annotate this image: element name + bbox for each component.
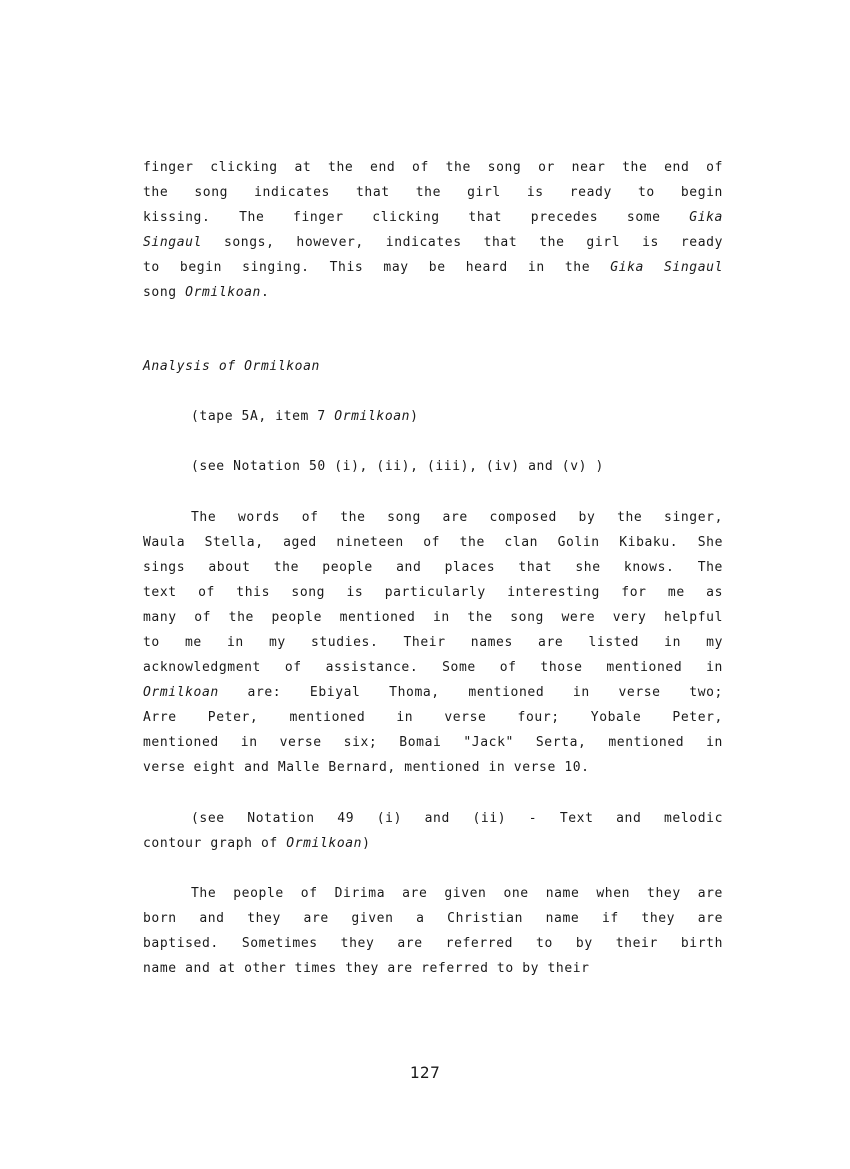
tape-reference: (tape 5A, item 7 Ormilkoan)	[191, 409, 419, 424]
italic-term: Gika	[689, 210, 723, 225]
paragraph-3-line: born and they are given a Christian name if they are	[143, 911, 723, 926]
italic-term: Ormilkoan	[286, 836, 363, 851]
italic-term: Singaul	[143, 235, 202, 250]
paragraph-2-line: The words of the song are composed by the singer,	[191, 510, 723, 525]
section-heading	[143, 358, 723, 376]
paragraph-1-line: song Ormilkoan.	[143, 285, 270, 300]
paragraph-2-line: Waula Stella, aged nineteen of the clan Golin Kibaku. She	[143, 535, 723, 550]
page-number: 127	[409, 1063, 441, 1082]
notation-50-reference: (see Notation 50 (i), (ii), (iii), (iv) and (v) )	[191, 459, 604, 474]
paragraph-2-line: acknowledgment of assistance. Some of those mentioned in	[143, 660, 723, 675]
paragraph-1-line: Singaul songs, however, indicates that the girl is ready	[143, 235, 723, 250]
paragraph-3-line: name and at other times they are referred to by their	[143, 961, 590, 976]
paragraph-1-line: finger clicking at the end of the song or near the end of	[143, 160, 723, 175]
paragraph-2-line: mentioned in verse six; Bomai "Jack" Serta, mentioned in	[143, 735, 723, 750]
paragraph-2-line: verse eight and Malle Bernard, mentioned in verse 10.	[143, 760, 590, 775]
paragraph-3-line: The people of Dirima are given one name when they are	[191, 886, 723, 901]
paragraph-3-line: baptised. Sometimes they are referred to by their birth	[143, 936, 723, 951]
paragraph-2-line: Arre Peter, mentioned in verse four; Yobale Peter,	[143, 710, 723, 725]
paragraph-2-line: many of the people mentioned in the song were very helpful	[143, 610, 723, 625]
paragraph-2-line: Ormilkoan are: Ebiyal Thoma, mentioned in verse two;	[143, 685, 723, 700]
italic-term: Gika Singaul	[610, 260, 723, 275]
notation-49-reference-line: (see Notation 49 (i) and (ii) - Text and melodic	[191, 811, 723, 826]
paragraph-1-line: the song indicates that the girl is ready to begin	[143, 185, 723, 200]
paragraph-2-line: to me in my studies. Their names are listed in my	[143, 635, 723, 650]
paragraph-2-line: text of this song is particularly interesting for me as	[143, 585, 723, 600]
paragraph-2-line: sings about the people and places that she knows. The	[143, 560, 723, 575]
italic-term: Ormilkoan	[334, 409, 411, 424]
paragraph-1-line: kissing. The finger clicking that precedes some Gika	[143, 210, 723, 225]
notation-49-reference-line: contour graph of Ormilkoan)	[143, 836, 371, 851]
paragraph-1-line: to begin singing. This may be heard in the Gika Singaul	[143, 260, 723, 275]
italic-term: Ormilkoan	[185, 285, 261, 300]
italic-term: Analysis of Ormilkoan	[143, 359, 320, 374]
italic-term: Ormilkoan	[143, 685, 219, 700]
